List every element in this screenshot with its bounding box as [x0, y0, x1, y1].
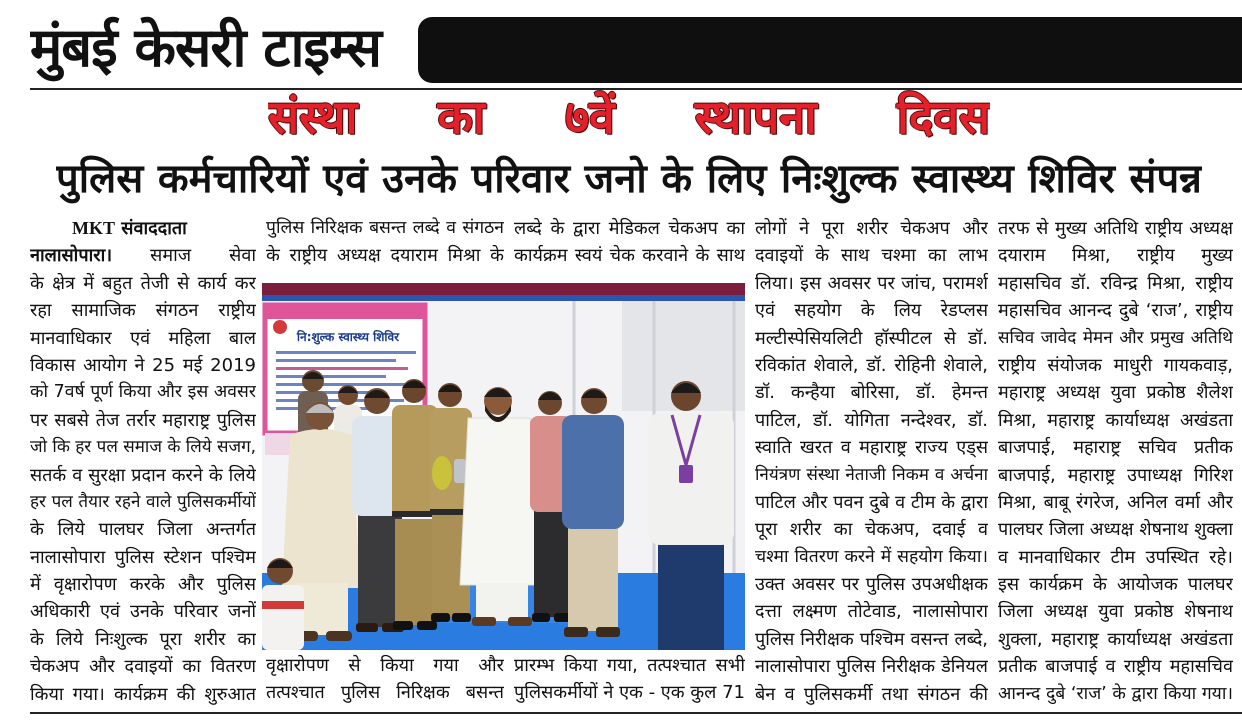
body-text-line: महासचिव डॉ. रविन्द्र मिश्रा, राष्ट्रीय: [998, 272, 1233, 294]
body-text-line: पुलिस निरीक्षक पश्चिम वसन्त लब्दे,: [755, 628, 988, 650]
body-text-line: नालासोपारा पुलिस स्टेशन पश्चिम: [30, 546, 256, 568]
byline: [30, 215, 256, 242]
body-text-line: बेन व पुलिसकर्मी तथा संगठन की: [755, 683, 988, 705]
body-text-line: स्वाति खरत व महाराष्ट्र राज्य एड्स: [755, 437, 988, 459]
tent-canopy: [262, 283, 745, 295]
dateline: नालासोपारा।: [30, 245, 113, 267]
body-text-line: वृक्षारोपण से किया गया और: [266, 655, 504, 676]
body-text-line: आनन्द दुबे ‘राज’ के द्वारा किया गया।: [998, 683, 1233, 704]
body-text-line: इस कार्यक्रम के आयोजक पालघर: [998, 574, 1233, 596]
body-text-line: नालासोपारा पुलिस निरीक्षक डेनियल: [755, 656, 988, 678]
article-column-3-bottom: [514, 652, 745, 707]
article-column-2-top: [266, 215, 504, 270]
plant-gift: [432, 456, 452, 490]
dateline-line: [30, 242, 256, 269]
byline-role: संवाददाता: [121, 218, 187, 239]
body-text-line: दयाराम मिश्रा, राष्ट्रीय मुख्य: [998, 245, 1233, 267]
body-text-line: पुलिस निरिक्षक बसन्त लब्दे व संगठन: [266, 218, 504, 238]
byline-agency: MKT: [72, 218, 115, 238]
lead-text: समाज सेवा: [150, 245, 256, 267]
body-text-line: तरफ से मुख्य अतिथि राष्ट्रीय अध्यक्ष: [998, 218, 1233, 239]
body-text-line: जिला अध्यक्ष युवा प्रकोष्ठ शेषनाथ: [998, 601, 1233, 623]
body-text-line: रविकांत शेवाले, डॉ. रोहिनी शेवाले,: [755, 354, 988, 376]
body-text-line: प्रतीक बाजपाई व राष्ट्रीय महासचिव: [998, 656, 1233, 678]
body-text-line: के लिये निःशुल्क पूरा शरीर का: [30, 628, 256, 650]
body-text-line: राष्ट्रीय संयोजक माधुरी गायकवाड़,: [998, 354, 1233, 376]
article-column-2-bottom: [266, 652, 504, 707]
body-text-line: लिया। इस अवसर पर जांच, परामर्श: [755, 272, 988, 294]
body-text-line: किया गया। कार्यक्रम की शुरुआत: [30, 683, 256, 705]
body-text-line: उक्त अवसर पर पुलिस उपअधीक्षक: [755, 574, 988, 596]
newspaper-masthead-title: मुंबई केसरी टाइम्स: [30, 16, 382, 79]
body-text-line: पाटिल, डॉ. योगिता नन्देश्वर, डॉ.: [755, 409, 988, 431]
body-text-line: दत्ता लक्ष्मण तोटेवाड, नालासोपारा: [755, 601, 988, 623]
person-lanyard-white-shirt: [648, 381, 734, 650]
body-text-line: डॉ. कन्हैया बोरिसा, डॉ. हेमन्त: [755, 382, 988, 404]
body-text-line: पाटिल और पवन दुबे व टीम के द्वारा: [755, 491, 988, 513]
article-column-1: [30, 215, 256, 708]
bottom-divider: [30, 712, 1242, 714]
body-text-line: लब्दे के द्वारा मेडिकल चेकअप का: [514, 218, 745, 239]
body-text-line: के लिये पालघर जिला अन्तर्गत: [30, 519, 256, 541]
body-text-line: पुलिसकर्मीयों ने एक - एक कुल 71: [514, 682, 745, 704]
body-text-line: पर सबसे तेज तर्रार महाराष्ट्र पुलिस: [30, 409, 256, 431]
body-text-line: प्रारम्भ किया गया, तत्पश्चात सभी: [514, 655, 745, 676]
body-text-line: मानवाधिकार एवं महिला बाल: [30, 327, 256, 349]
body-text-line: में वृक्षारोपण करके और पुलिस: [30, 574, 256, 596]
event-photo: [262, 283, 745, 650]
body-text-line: एवं सहयोग के लिय रेडप्लस: [755, 300, 988, 322]
body-text-line: महासचिव आनन्द दुबे ‘राज’, राष्ट्रीय: [998, 300, 1233, 322]
body-text-line: मल्टीस्पेसियलिटी हॉस्पीटल से डॉ.: [755, 327, 988, 349]
body-text-line: के क्षेत्र में बहुत तेजी से कार्य कर: [30, 272, 256, 294]
body-text-line: चेकअप और दवाइयों का वितरण: [30, 656, 256, 678]
body-text-line: दवाइयों के साथ चश्मा का लाभ: [755, 245, 988, 267]
body-text-line: मिश्रा, बाबू रंगरेज, अनिल वर्मा और: [998, 491, 1233, 513]
body-text-line: बाजपाई, महाराष्ट्र उपाध्यक्ष गिरिश: [998, 464, 1233, 486]
column-1-body: [30, 270, 256, 708]
main-headline: पुलिस कर्मचारियों एवं उनके परिवार जनो के लिए निःशुल्क स्वास्थ्य शिविर संपन्न: [56, 156, 1202, 202]
article-column-5: [998, 215, 1233, 708]
person-denim-shirt: [562, 388, 624, 637]
body-text-line: व मानवाधिकार टीम उपस्थित रहे।: [998, 546, 1233, 568]
body-text-line: महाराष्ट्र अध्यक्ष युवा प्रकोष्ठ शैलेश: [998, 382, 1233, 404]
body-text-line: सचिव जावेद मेमन और प्रमुख अतिथि: [998, 327, 1233, 348]
body-text-line: पूरा शरीर का चेकअप, दवाई व: [755, 519, 988, 541]
body-text-line: कार्यक्रम स्वयं चेक करवाने के साथ: [514, 245, 745, 267]
body-text-line: शुक्ला, महाराष्ट्र कार्याध्यक्ष अखंडता: [998, 628, 1233, 650]
body-text-line: के राष्ट्रीय अध्यक्ष दयाराम मिश्रा के: [266, 245, 504, 267]
article-column-4: [755, 215, 988, 708]
body-text-line: पालघर जिला अध्यक्ष शेषनाथ शुक्ला: [998, 519, 1233, 541]
body-text-line: बाजपाई, महाराष्ट्र सचिव प्रतीक: [998, 437, 1233, 459]
article-column-3-top: [514, 215, 745, 270]
masthead-black-bar: [418, 17, 1242, 83]
body-text-line: अधिकारी एवं उनके परिवार जनों: [30, 601, 256, 623]
body-text-line: हर पल तैयार रहने वाले पुलिसकर्मीयों: [30, 491, 256, 512]
body-text-line: नियंत्रण संस्था नेताजी निकम व अर्चना: [755, 464, 988, 485]
body-text-line: जो कि हर पल समाज के लिये सजग,: [30, 437, 256, 458]
body-text-line: विकास आयोग ने 25 मई 2019: [30, 354, 256, 376]
body-text-line: को 7वर्ष पूर्ण किया और इस अवसर: [30, 382, 256, 403]
body-text-line: तत्पश्चात पुलिस निरिक्षक बसन्त: [266, 682, 504, 704]
body-text-line: सतर्क व सुरक्षा प्रदान करने के लिये: [30, 464, 256, 486]
body-text-line: चश्मा वितरण करने में सहयोग किया।: [755, 546, 988, 567]
body-text-line: मिश्रा, महाराष्ट्र कार्याध्यक्ष अखंडता: [998, 409, 1233, 431]
body-text-line: रहा सामाजिक संगठन राष्ट्रीय: [30, 300, 256, 322]
banner-title: नि:शुल्क स्वास्थ्य शिविर: [296, 330, 400, 344]
headline-kicker: संस्था का ७वें स्थापना दिवस: [268, 90, 990, 144]
body-text-line: लोगों ने पूरा शरीर चेकअप और: [755, 218, 988, 239]
trophy: [454, 459, 466, 483]
